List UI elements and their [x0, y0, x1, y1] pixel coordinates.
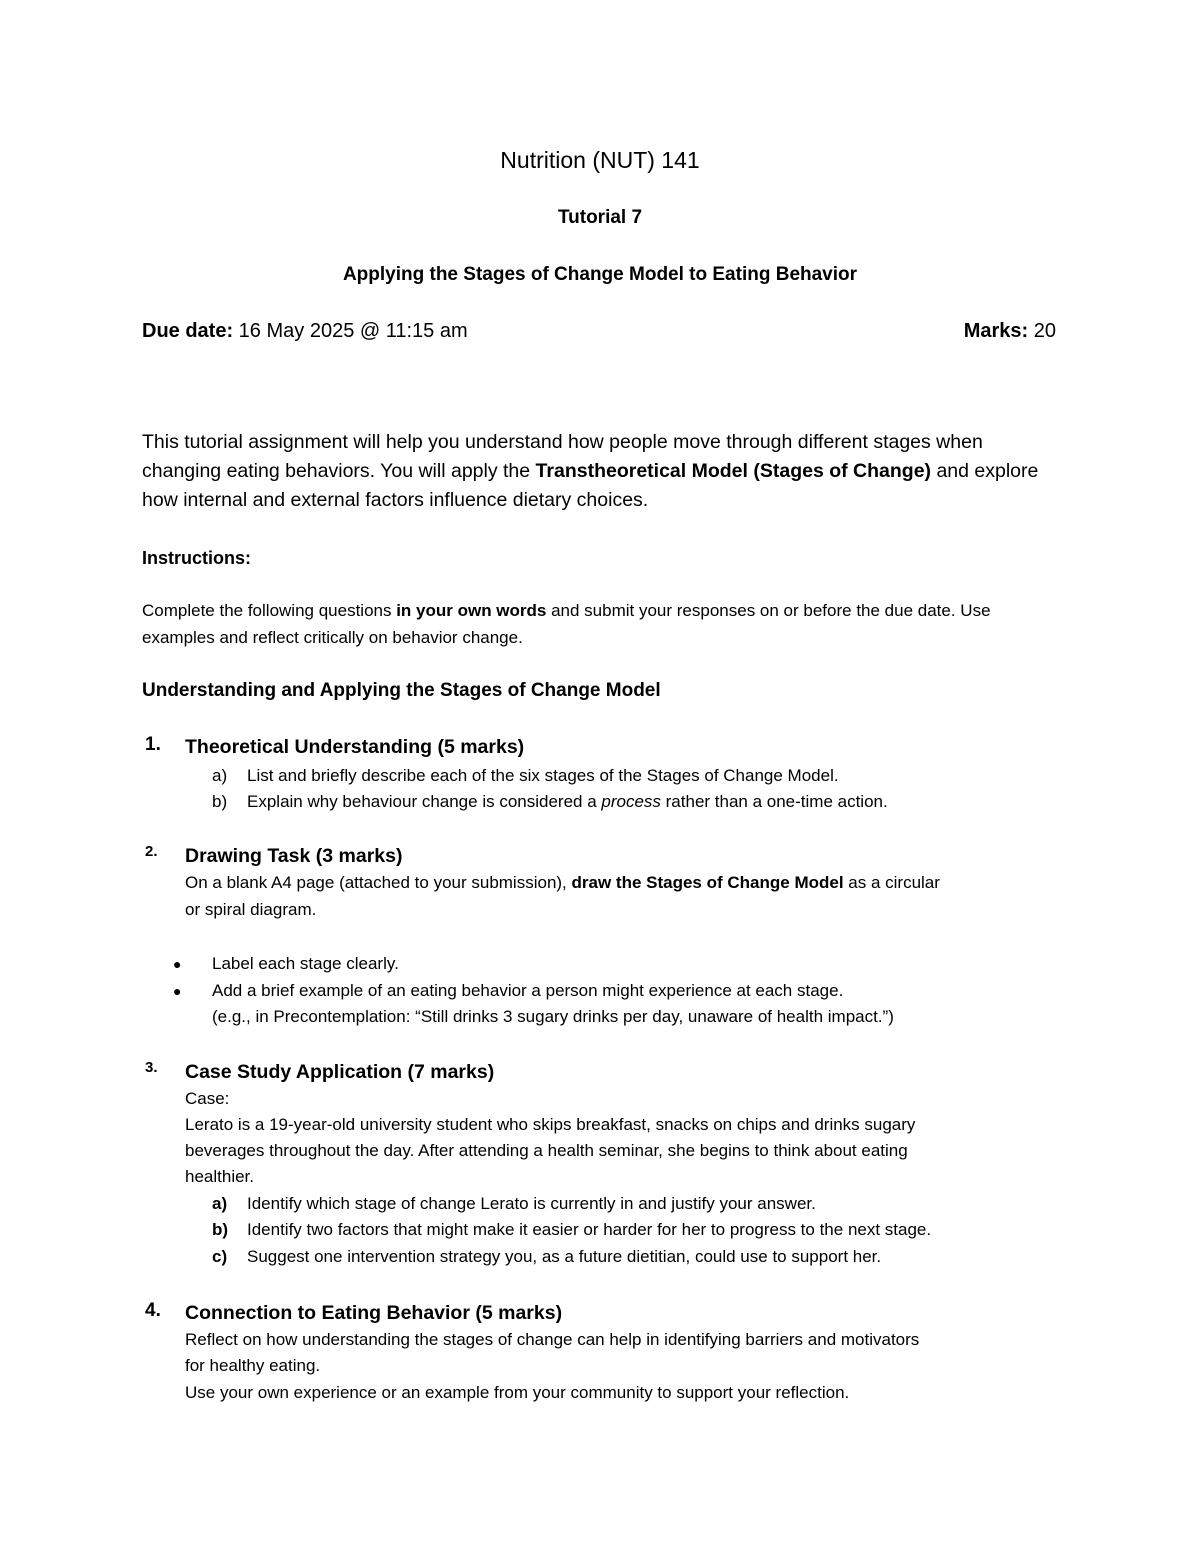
total-marks — [964, 318, 1056, 344]
q2-line-1-end: as a circular — [843, 873, 940, 892]
due-date-value: 16 May 2025 @ 11:15 am — [233, 320, 468, 342]
marks-label: Marks: — [963, 320, 1029, 342]
q4-number: 4. — [145, 1300, 161, 1321]
tutorial-topic: Applying the Stages of Change Model to Eating Behavior — [342, 264, 858, 285]
q1-b-text-2: rather than a one-time action. — [660, 792, 888, 811]
q2-bullet-1: Label each stage clearly. — [212, 954, 399, 973]
q1-b-text — [247, 789, 888, 815]
q3-c-text: Suggest one intervention strategy you, as a future dietitian, could use to support her. — [247, 1247, 882, 1266]
tutorial-number: Tutorial 7 — [557, 207, 643, 228]
q3-b-label: b) — [212, 1220, 229, 1239]
q4-line-2: for healthy eating. — [185, 1356, 321, 1375]
q3-case-line-2: beverages throughout the day. After attending a health seminar, she begins to think about eating — [185, 1141, 908, 1160]
q3-number: 3. — [145, 1059, 158, 1076]
q3-a-label: a) — [212, 1194, 228, 1213]
q3-case-label: Case: — [185, 1089, 230, 1108]
q2-heading: Drawing Task (3 marks) — [185, 845, 403, 867]
q2-line-1-text: On a blank A4 page (attached to your submission), — [185, 873, 572, 892]
q2-number: 2. — [145, 843, 158, 860]
q1-number: 1. — [145, 734, 161, 755]
q3-case-line-3: healthier. — [185, 1167, 254, 1186]
q2-line-1 — [185, 870, 940, 896]
q3-b-text: Identify two factors that might make it easier or harder for her to progress to the next stage. — [247, 1220, 932, 1239]
q2-bullet-2: Add a brief example of an eating behavior a person might experience at each stage. — [212, 981, 844, 1000]
instructions-text-2: and submit your responses on or before the due date. Use examples and reflect critically on behavior change. — [142, 601, 991, 647]
q4-heading: Connection to Eating Behavior (5 marks) — [185, 1302, 563, 1324]
course-title: Nutrition (NUT) 141 — [500, 147, 700, 173]
bullet-icon: ● — [173, 983, 182, 999]
intro-text-2: and explore how internal and external factors influence dietary choices. — [142, 460, 1039, 511]
q2-line-2: or spiral diagram. — [185, 900, 317, 919]
q1-heading: Theoretical Understanding (5 marks) — [185, 736, 525, 758]
intro-model-name: Transtheoretical Model (Stages of Change) — [535, 460, 932, 482]
marks-value: 20 — [1028, 320, 1056, 342]
q3-c-label: c) — [212, 1247, 228, 1266]
q3-case-line-1: Lerato is a 19-year-old university student who skips breakfast, snacks on chips and drinks sugary — [185, 1115, 916, 1134]
instructions-paragraph — [142, 597, 1062, 651]
q1-b-text-1: Explain why behaviour change is considered a — [247, 792, 602, 811]
q3-heading: Case Study Application (7 marks) — [185, 1061, 495, 1083]
instructions-heading: Instructions: — [142, 548, 252, 568]
instructions-text-1: Complete the following questions — [142, 601, 397, 620]
q1-b-label: b) — [212, 792, 228, 811]
q4-line-3: Use your own experience or an example from your community to support your reflection. — [185, 1383, 850, 1402]
q2-line-1-emphasis: draw the Stages of Change Model — [571, 873, 844, 892]
bullet-icon: ● — [173, 956, 182, 972]
q2-bullet-2-example: (e.g., in Precontemplation: “Still drinks 3 sugary drinks per day, unaware of health impact.”) — [212, 1007, 894, 1026]
due-date-label: Due date: — [142, 320, 234, 342]
section-title: Understanding and Applying the Stages of Change Model — [142, 680, 661, 701]
q1-b-emphasis: process — [601, 792, 661, 811]
q3-a-text: Identify which stage of change Lerato is currently in and justify your answer. — [247, 1194, 816, 1213]
due-date — [142, 318, 468, 344]
intro-text-1: This tutorial assignment will help you understand how people move through different stages when changing eating behaviors. You will apply the — [142, 431, 983, 482]
q1-a-label: a) — [212, 766, 228, 785]
q4-line-1: Reflect on how understanding the stages of change can help in identifying barriers and motivators — [185, 1330, 920, 1349]
intro-paragraph — [142, 428, 1062, 515]
q1-a-text: List and briefly describe each of the six stages of the Stages of Change Model. — [247, 766, 839, 785]
instructions-emphasis: in your own words — [396, 601, 547, 620]
